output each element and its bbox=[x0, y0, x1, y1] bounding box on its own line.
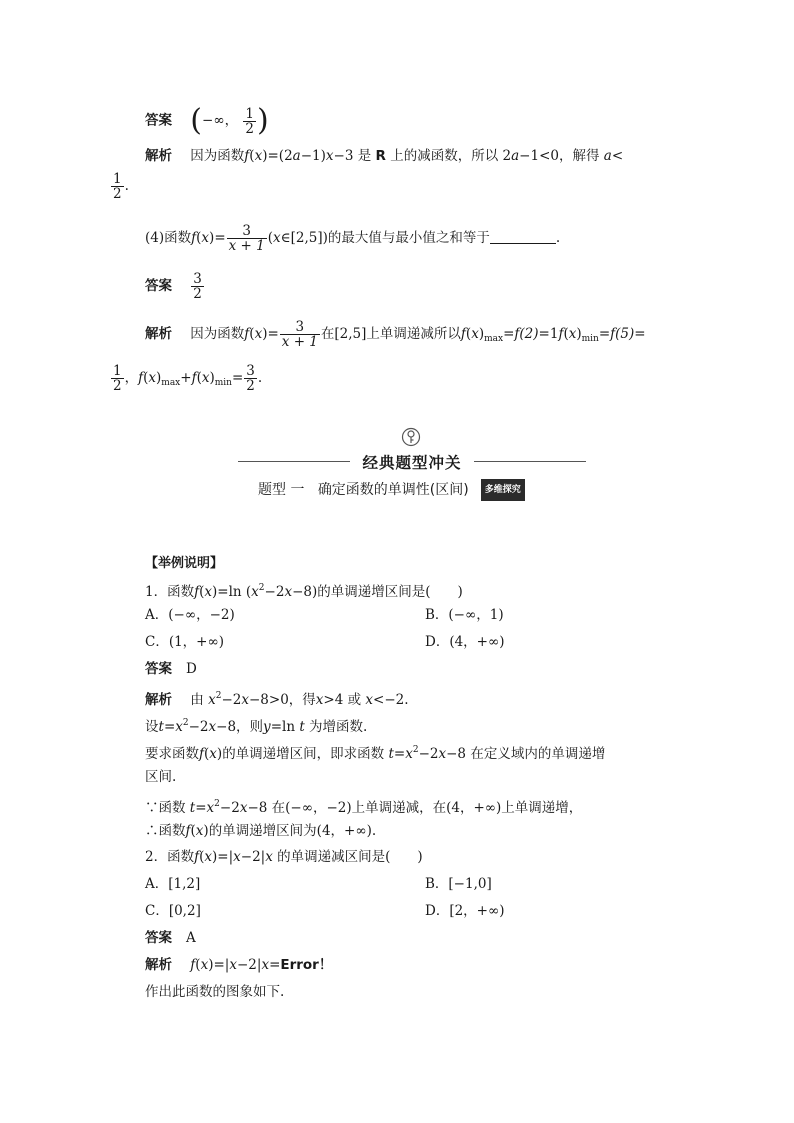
answer-label: 答案 bbox=[145, 278, 172, 294]
analysis-label: 解析 bbox=[145, 326, 172, 342]
q1-analysis-line2: 设$t=x^2-2x-8$，则y=ln t 为增函数. bbox=[145, 718, 368, 735]
analysis4-continuation: $\frac{1}{2}$ ，$f(x)_{max}+f(x)_{min}=$ $\frac{3}{2}$ . bbox=[113, 363, 263, 394]
fraction: $\frac{1}{2}$ bbox=[245, 105, 254, 137]
right-paren: ) bbox=[256, 103, 269, 138]
answer4-line bbox=[145, 272, 205, 301]
fraction: $\frac{3}{2}$ bbox=[246, 363, 255, 394]
q2-option-a: A．[1,2] bbox=[145, 876, 201, 892]
q2-option-b: B．[−1,0] bbox=[425, 876, 492, 892]
neg-infinity: −∞， bbox=[202, 112, 239, 129]
question4-line: (4)函数f(x)= $\frac{3}{x + 1}$ (x∈[2,5])的最大值与最小值之和等于 . bbox=[145, 223, 561, 254]
q2-stem: 2．函数f(x)=|x−2|x 的单调递减区间是( ) bbox=[145, 849, 423, 865]
analysis-label: 解析 bbox=[145, 957, 172, 973]
answer-label: 答案 bbox=[145, 112, 172, 129]
q2-analysis: 解析 f(x)=|x−2|x=Error！ bbox=[145, 957, 333, 973]
q1-option-a: A．(−∞，−2) bbox=[145, 607, 235, 623]
q2-last-line: 作出此函数的图象如下. bbox=[145, 984, 285, 1000]
q1-stem: 1．函数f(x)=ln $(x^2-2x-8)$的单调递增区间是( ) bbox=[145, 583, 463, 600]
analysis-label: 解析 bbox=[145, 148, 172, 164]
key-icon bbox=[401, 427, 421, 447]
analysis4-line: 解析 因为函数f(x)= $\frac{3}{x + 1}$ 在[2,5]上单调递减所以$f(x)_{max}=f(2)=1f(x)_{min}=f(5)=$ bbox=[145, 319, 646, 350]
q2-option-d: D．[2，+∞) bbox=[425, 903, 505, 919]
answer-label: 答案 bbox=[145, 930, 172, 946]
q1-analysis-line4: 区间. bbox=[145, 769, 177, 785]
q1-analysis-line3: 要求函数f(x)的单调递增区间，即求函数 $t=x^2-2x-8$ 在定义域内的单调递增 bbox=[145, 745, 606, 762]
analysis1-line: 解析 因为函数f(x)=(2a−1)x−3 是 R 上的减函数，所以 2a−1<0，解得 a< bbox=[145, 148, 624, 164]
q1-answer: 答案 D bbox=[145, 661, 197, 677]
fraction: $\frac{3}{x + 1}$ bbox=[228, 223, 265, 254]
analysis1-continuation: $\frac{1}{2}$ . bbox=[113, 171, 129, 202]
multi-dimension-badge: 多维探究 bbox=[481, 479, 525, 501]
section-title: 经典题型冲关 bbox=[362, 454, 462, 472]
left-paren: ( bbox=[190, 103, 203, 138]
q1-analysis-line1: 解析 由 $x^2-2x-8>0$，得x>4 或 x<−2. bbox=[145, 691, 409, 708]
q2-option-c: C．[0,2] bbox=[145, 903, 201, 919]
fraction: $\frac{1}{2}$ bbox=[113, 171, 122, 202]
q1-analysis-line6: ∴函数f(x)的单调递增区间为(4，+∞). bbox=[145, 823, 377, 839]
q2-answer: 答案 A bbox=[145, 930, 196, 946]
q1-analysis-line5: ∵函数 $t=x^2-2x-8$ 在(−∞，−2)上单调递减，在(4，+∞)上单调递增， bbox=[145, 799, 583, 816]
fraction: $\frac{3}{x + 1}$ bbox=[281, 319, 318, 350]
q1-option-c: C．(1，+∞) bbox=[145, 634, 225, 650]
answer-blank bbox=[490, 243, 556, 244]
fraction: $\frac{3}{2}$ bbox=[193, 271, 202, 302]
answer-label: 答案 bbox=[145, 661, 172, 677]
q1-option-d: D．(4，+∞) bbox=[425, 634, 505, 650]
answer1-line bbox=[145, 103, 269, 138]
analysis-label: 解析 bbox=[145, 692, 172, 708]
example-header: 【举例说明】 bbox=[145, 556, 224, 571]
section-subtitle: 题型 一 确定函数的单调性(区间) 多维探究 bbox=[258, 479, 525, 501]
fraction: $\frac{1}{2}$ bbox=[113, 363, 122, 394]
q1-option-b: B．(−∞，1) bbox=[425, 607, 504, 623]
